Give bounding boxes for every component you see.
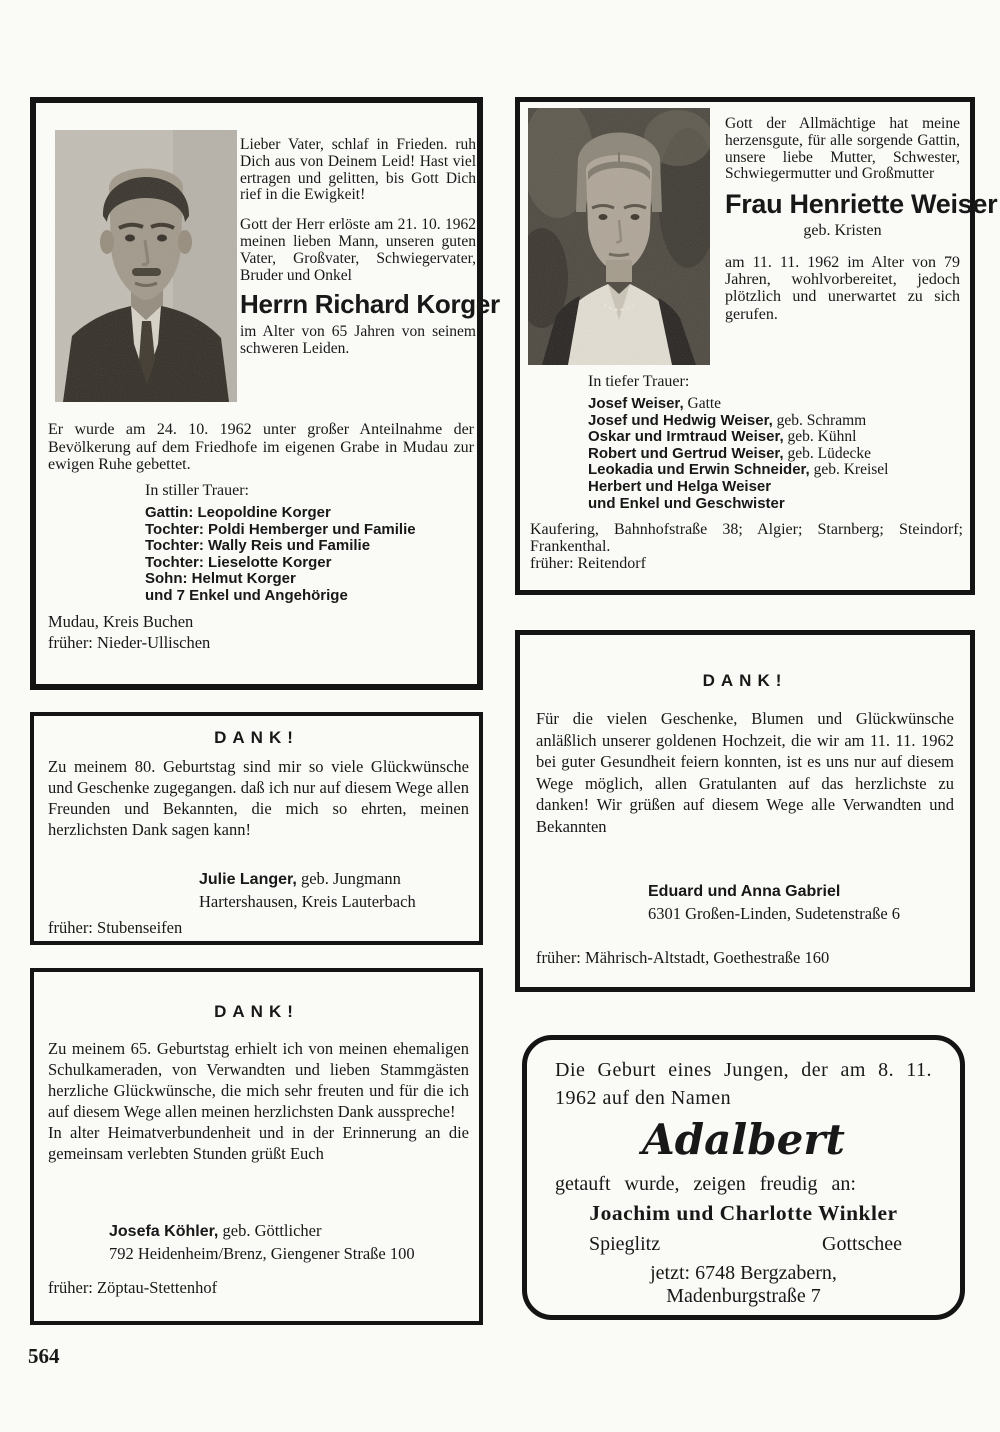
birth-place-left: Spieglitz <box>589 1233 661 1255</box>
koehler-signer-nee: geb. Göttlicher <box>218 1221 322 1240</box>
korger-age-line: im Alter von 65 Jahren von seinem schweren Leiden. <box>240 323 476 357</box>
weiser-verse: Gott der Allmächtige hat meine herzensgute, für alle sorgende Gattin, unsere liebe Mutter, Schwester, Schwiegermutter und Großmutter <box>725 115 960 183</box>
koehler-signature-line <box>109 1220 415 1243</box>
mourner-suffix: Gatte <box>683 395 722 412</box>
mourner-list-item <box>588 479 888 496</box>
birth-announce-line: getauft wurde, zeigen freudig an: <box>555 1173 856 1195</box>
birth-intro: Die Geburt eines Jungen, der am 8. 11. 1962 auf den Namen <box>555 1059 932 1109</box>
korger-family-list <box>145 505 416 605</box>
koehler-signer-name: Josefa Köhler, <box>109 1223 219 1240</box>
gabriel-signature <box>648 881 900 925</box>
korger-intro: Gott der Herr erlöste am 21. 10. 1962 meinen lieben Mann, unseren guten Vater, Großvater, Schwiegervater, Bruder und Onkel <box>240 216 476 284</box>
weiser-address: Kaufering, Bahnhofstraße 38; Algier; Starnberg; Steindorf; Frankenthal. <box>530 521 963 555</box>
mourner-list-item <box>588 429 888 446</box>
family-list-item: Gattin: Leopoldine Korger <box>145 504 331 521</box>
korger-place: Mudau, Kreis Buchen <box>48 612 194 631</box>
gabriel-body: Für die vielen Geschenke, Blumen und Glückwünsche anläßlich unserer goldenen Hochzeit, die wir am 11. 11. 1962 bei guter Gesundheit feiern konnten, ist es uns nur auf diesem Wege möglich, allen Gratulanten auf das herzlichste zu danken! Wir grüßen auf diesem Wege alle Verwandten und Bekannten <box>536 709 954 836</box>
mourner-name: Josef und Hedwig Weiser, <box>588 411 773 429</box>
gabriel-signature-place: 6301 Großen-Linden, Sudetenstraße 6 <box>648 904 901 923</box>
koehler-signature <box>109 1220 415 1265</box>
koehler-former-place: früher: Zöptau-Stettenhof <box>48 1278 218 1297</box>
langer-signer-nee: geb. Jungmann <box>296 869 401 888</box>
mourner-name: Herbert und Helga Weiser <box>588 477 772 495</box>
family-list-item: Tochter: Poldi Hemberger und Familie <box>145 520 416 538</box>
birth-address-line2: Madenburgstraße 7 <box>666 1284 821 1307</box>
birth-address-line1: jetzt: 6748 Bergzabern, <box>650 1262 837 1284</box>
page-number: 564 <box>28 1344 60 1368</box>
langer-signer-name: Julie Langer, <box>199 871 297 888</box>
family-list-item: Tochter: Lieselotte Korger <box>145 553 332 571</box>
korger-mourning-label: In stiller Trauer: <box>145 482 249 499</box>
thanks-notice-koehler <box>30 968 483 1325</box>
gabriel-former-place: früher: Mährisch-Altstadt, Goethestraße 160 <box>536 948 830 967</box>
koehler-signature-place: 792 Heidenheim/Brenz, Giengener Straße 100 <box>109 1244 415 1263</box>
mourner-list-item <box>588 413 888 430</box>
weiser-address-block <box>530 521 963 572</box>
family-list-item: Tochter: Wally Reis und Familie <box>145 537 371 555</box>
korger-deceased-name: Herrn Richard Korger <box>240 289 500 320</box>
weiser-mourners-list <box>588 396 888 512</box>
mourner-list-item <box>588 462 888 479</box>
koehler-body-block <box>48 1038 469 1164</box>
thanks-notice-gabriel <box>515 630 975 992</box>
koehler-body-1: Zu meinem 65. Geburtstag erhielt ich von meinen ehemaligen Schulkameraden, von Verwandten und lieben Stammgästen herzliche Glückwünsche, die mich sehr freuten und für die ich auf diesem Wege allen meinen herzlichsten Dank ausspreche! <box>48 1039 469 1121</box>
weiser-deceased-name: Frau Henriette Weiser <box>725 189 998 220</box>
gabriel-heading: DANK! <box>702 671 788 690</box>
mourner-name: Robert und Gertrud Weiser, <box>588 444 784 462</box>
birth-place-right: Gottschee <box>822 1233 902 1255</box>
korger-former-place: früher: Nieder-Ullischen <box>48 633 211 652</box>
weiser-death-line: am 11. 11. 1962 im Alter von 79 Jahren, wohlvorbereitet, jedoch plötzlich und unerwartet zu sich gerufen. <box>725 253 960 323</box>
birth-current-address <box>527 1262 960 1307</box>
langer-signature <box>199 868 416 912</box>
korger-text-column <box>240 136 500 358</box>
weiser-nee-line: geb. Kristen <box>803 221 882 239</box>
birth-baby-name: Adalbert <box>642 1115 845 1164</box>
mourner-list-item <box>588 396 888 413</box>
mourner-list-item <box>588 446 888 463</box>
birth-origin-places <box>589 1233 902 1256</box>
koehler-heading: DANK! <box>214 1002 299 1021</box>
korger-burial-text: Er wurde am 24. 10. 1962 unter großer Anteilnahme der Bevölkerung auf dem Friedhofe im eigenen Grabe in Mudau zur ewigen Ruhe gebettet. <box>48 421 474 474</box>
mourner-suffix: geb. Kreisel <box>809 461 889 479</box>
mourner-suffix: geb. Lüdecke <box>783 444 871 462</box>
birth-parents-names: Joachim und Charlotte Winkler <box>589 1201 898 1225</box>
family-list-item: Sohn: Helmut Korger <box>145 570 296 588</box>
obituary-henriette-weiser <box>515 97 998 595</box>
weiser-former-place: früher: Reitendorf <box>530 555 646 572</box>
langer-former-place: früher: Stubenseifen <box>48 918 183 937</box>
obituary-richard-korger <box>30 97 500 690</box>
mourner-name: Josef Weiser, <box>588 395 684 412</box>
birth-announcement-winkler <box>522 1035 965 1320</box>
portrait-photo-henriette-weiser <box>528 108 710 365</box>
portrait-photo-richard-korger <box>55 130 237 402</box>
weiser-text-column <box>725 115 998 323</box>
mourner-name: Leokadia und Erwin Schneider, <box>588 461 810 479</box>
langer-signature-place: Hartershausen, Kreis Lauterbach <box>199 891 416 911</box>
langer-body: Zu meinem 80. Geburtstag sind mir so viele Glückwünsche und Geschenke zugegangen. daß ich nur auf diesem Wege allen Freunden und Bekannten, die mich so ehrten, meinen herzlichsten Dank sagen kann! <box>48 757 469 839</box>
mourner-name: Oskar und Irmtraud Weiser, <box>588 428 784 446</box>
gabriel-signer-names: Eduard und Anna Gabriel <box>648 883 841 900</box>
korger-verse: Lieber Vater, schlaf in Frieden. ruh Dich aus von Deinem Leid! Hast viel ertragen und gelitten, bis Gott Dich rief in die Ewigkeit! <box>240 136 476 204</box>
mourner-name: und Enkel und Geschwister <box>588 494 785 512</box>
langer-heading: DANK! <box>214 728 299 747</box>
weiser-mourning-label: In tiefer Trauer: <box>588 373 690 390</box>
thanks-notice-langer <box>30 712 483 945</box>
korger-place-lines <box>48 611 210 653</box>
family-list-item: und 7 Enkel und Angehörige <box>145 586 348 604</box>
koehler-body-2: In alter Heimatverbundenheit und in der Erinnerung an die gemeinsam verlebten Stunden grüßt Euch <box>48 1123 469 1163</box>
mourner-suffix: geb. Schramm <box>772 411 867 429</box>
langer-signature-line <box>199 868 416 891</box>
mourner-list-item <box>588 496 888 513</box>
mourner-suffix: geb. Kühnl <box>783 428 857 446</box>
